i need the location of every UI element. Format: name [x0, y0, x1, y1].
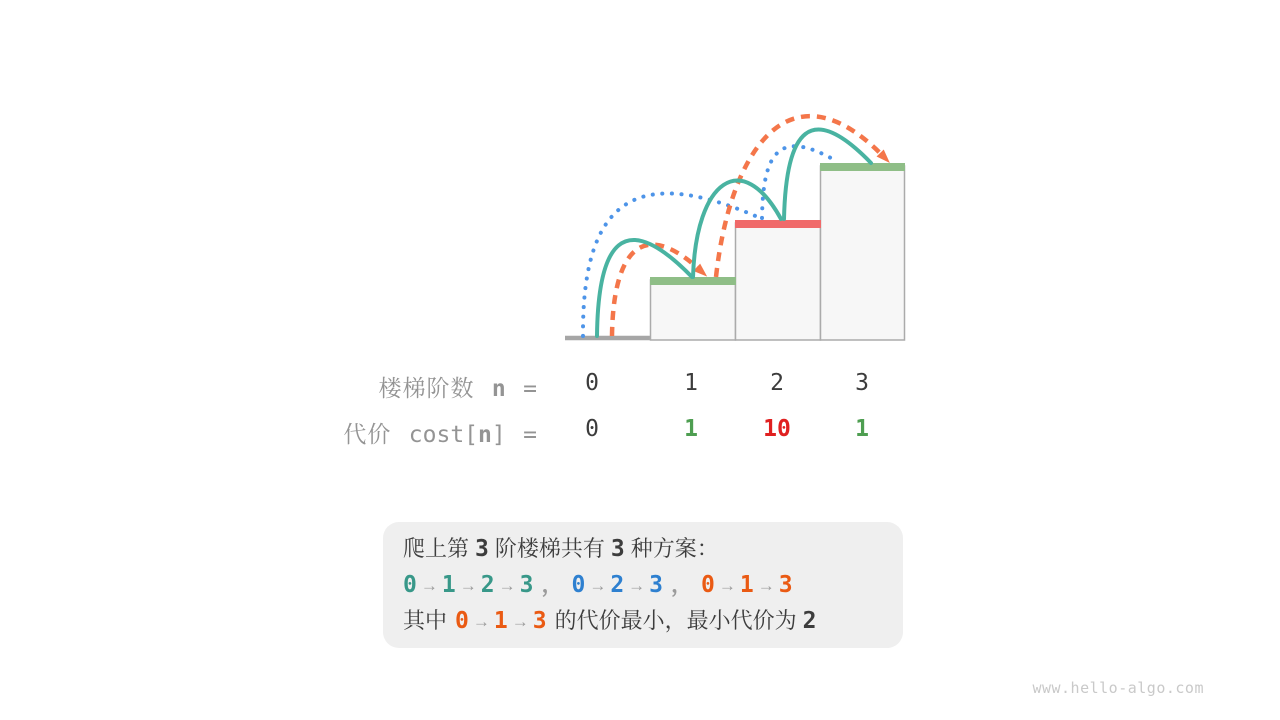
- path2-num: 3: [649, 572, 664, 598]
- arrow-icon: →: [472, 612, 490, 631]
- cost-equals: =: [523, 422, 537, 448]
- stair-number-value-1: 1: [684, 370, 698, 396]
- watermark: www.hello-algo.com: [1032, 679, 1204, 697]
- line3-text-2: 的代价最小，最小代价为: [554, 608, 797, 633]
- stair-number-var: n: [491, 376, 506, 402]
- arrow-icon: →: [718, 576, 736, 595]
- path3-num: 1: [739, 572, 754, 598]
- line1-num-1: 3: [475, 536, 489, 562]
- explanation-line-3: [403, 603, 883, 639]
- line3-text-1: 其中: [403, 608, 448, 633]
- step-3-body: [821, 166, 905, 340]
- cost-row: [0, 416, 920, 446]
- cost-label: [0, 416, 537, 449]
- path1-num: 3: [519, 572, 534, 598]
- arrow-icon: →: [420, 576, 438, 595]
- path2-num: 0: [571, 572, 586, 598]
- cost-code-var: n: [478, 422, 492, 448]
- cost-code: [409, 422, 506, 448]
- stair-number-label-text: 楼梯阶数: [378, 375, 475, 401]
- stair-number-equals: =: [523, 376, 537, 402]
- step-2-body: [736, 223, 821, 340]
- step-1-body: [651, 280, 736, 340]
- path1-num: 2: [480, 572, 495, 598]
- stair-number-value-0: 0: [585, 370, 599, 396]
- line1-num-2: 3: [610, 536, 625, 562]
- cost-value-1: 1: [684, 416, 698, 442]
- arrow-icon: →: [459, 576, 477, 595]
- path1-num: 0: [403, 572, 417, 598]
- path-separator: ，: [541, 573, 564, 598]
- line3-min-cost: 2: [802, 608, 817, 634]
- arrow-icon: →: [628, 576, 646, 595]
- stair-number-value-2: 2: [770, 370, 784, 396]
- path3-num: 3: [778, 572, 793, 598]
- path2-num: 2: [610, 572, 625, 598]
- cost-code-close: ]: [491, 422, 506, 448]
- arrow-icon: →: [511, 612, 529, 631]
- stair-number-value-3: 3: [855, 370, 869, 396]
- line1-text-1: 爬上第: [403, 536, 470, 561]
- explanation-line-1: [403, 531, 883, 567]
- explanation-line-2: [403, 567, 883, 603]
- cost-value-3: 1: [855, 416, 869, 442]
- path3-num: 0: [701, 572, 715, 598]
- step-2-top-bar: [735, 220, 821, 228]
- line3-path-num: 1: [493, 608, 508, 634]
- cost-value-0: 0: [585, 416, 599, 442]
- cost-label-text: 代价: [343, 421, 392, 447]
- cost-value-2: 10: [763, 416, 791, 442]
- arrow-icon: →: [757, 576, 775, 595]
- line3-path-num: 3: [532, 608, 547, 634]
- arrow-icon: →: [498, 576, 516, 595]
- explanation-box: [383, 522, 903, 648]
- line1-text-3: 种方案：: [630, 536, 719, 561]
- stair-number-label: [0, 370, 537, 403]
- line3-path-num: 0: [455, 608, 469, 634]
- step-3-top-bar: [820, 163, 905, 171]
- arrow-icon: →: [589, 576, 607, 595]
- line1-text-2: 阶楼梯共有: [494, 536, 605, 561]
- stair-number-row: [0, 370, 920, 400]
- path-separator: ，: [671, 573, 694, 598]
- path1-num: 1: [441, 572, 456, 598]
- cost-code-open: cost[: [408, 422, 479, 448]
